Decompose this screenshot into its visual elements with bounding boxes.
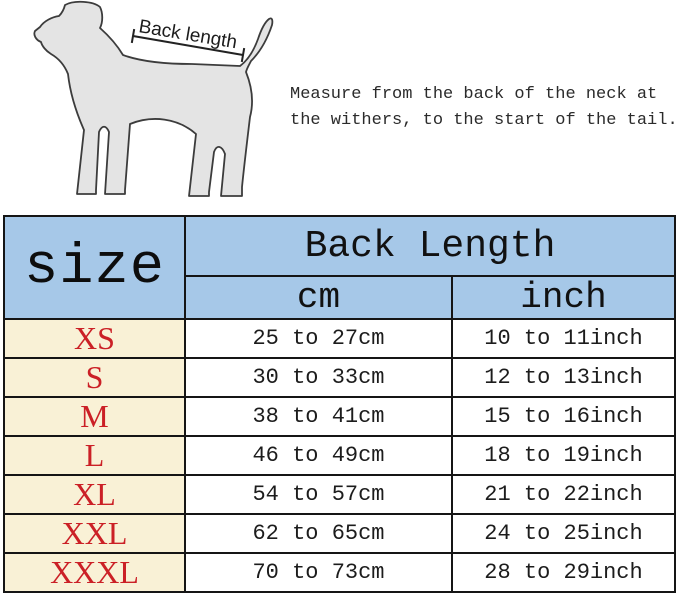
table-row (4, 436, 675, 475)
table-row (4, 397, 675, 436)
cm-cell: 30 to 33cm (185, 358, 452, 397)
inch-cell: 18 to 19inch (452, 436, 675, 475)
size-cell: M (4, 397, 185, 436)
cm-cell: 46 to 49cm (185, 436, 452, 475)
inch-cell: 28 to 29inch (452, 553, 675, 592)
size-column-header: size (4, 216, 185, 319)
cm-cell: 70 to 73cm (185, 553, 452, 592)
inch-cell: 10 to 11inch (452, 319, 675, 358)
cm-cell: 38 to 41cm (185, 397, 452, 436)
measurement-diagram (0, 0, 679, 214)
size-cell: XL (4, 475, 185, 514)
size-table (3, 215, 676, 593)
size-cell: S (4, 358, 185, 397)
size-cell: XS (4, 319, 185, 358)
inch-column-header: inch (452, 276, 675, 319)
cm-column-header: cm (185, 276, 452, 319)
cm-cell: 54 to 57cm (185, 475, 452, 514)
table-row (4, 514, 675, 553)
table-header-row (4, 216, 675, 276)
instruction-line-2: the withers, to the start of the tail. (290, 111, 678, 130)
size-cell: XXXL (4, 553, 185, 592)
size-cell: XXL (4, 514, 185, 553)
table-row (4, 553, 675, 592)
inch-cell: 12 to 13inch (452, 358, 675, 397)
table-row (4, 358, 675, 397)
cm-cell: 62 to 65cm (185, 514, 452, 553)
back-length-label: Back length (137, 16, 239, 54)
instruction-line-1: Measure from the back of the neck at (290, 85, 658, 104)
inch-cell: 24 to 25inch (452, 514, 675, 553)
back-length-header: Back Length (185, 216, 675, 276)
table-row (4, 475, 675, 514)
cm-cell: 25 to 27cm (185, 319, 452, 358)
measurement-instruction (290, 82, 679, 134)
table-row (4, 319, 675, 358)
size-cell: L (4, 436, 185, 475)
inch-cell: 15 to 16inch (452, 397, 675, 436)
dog-silhouette-illustration (6, 0, 306, 213)
inch-cell: 21 to 22inch (452, 475, 675, 514)
